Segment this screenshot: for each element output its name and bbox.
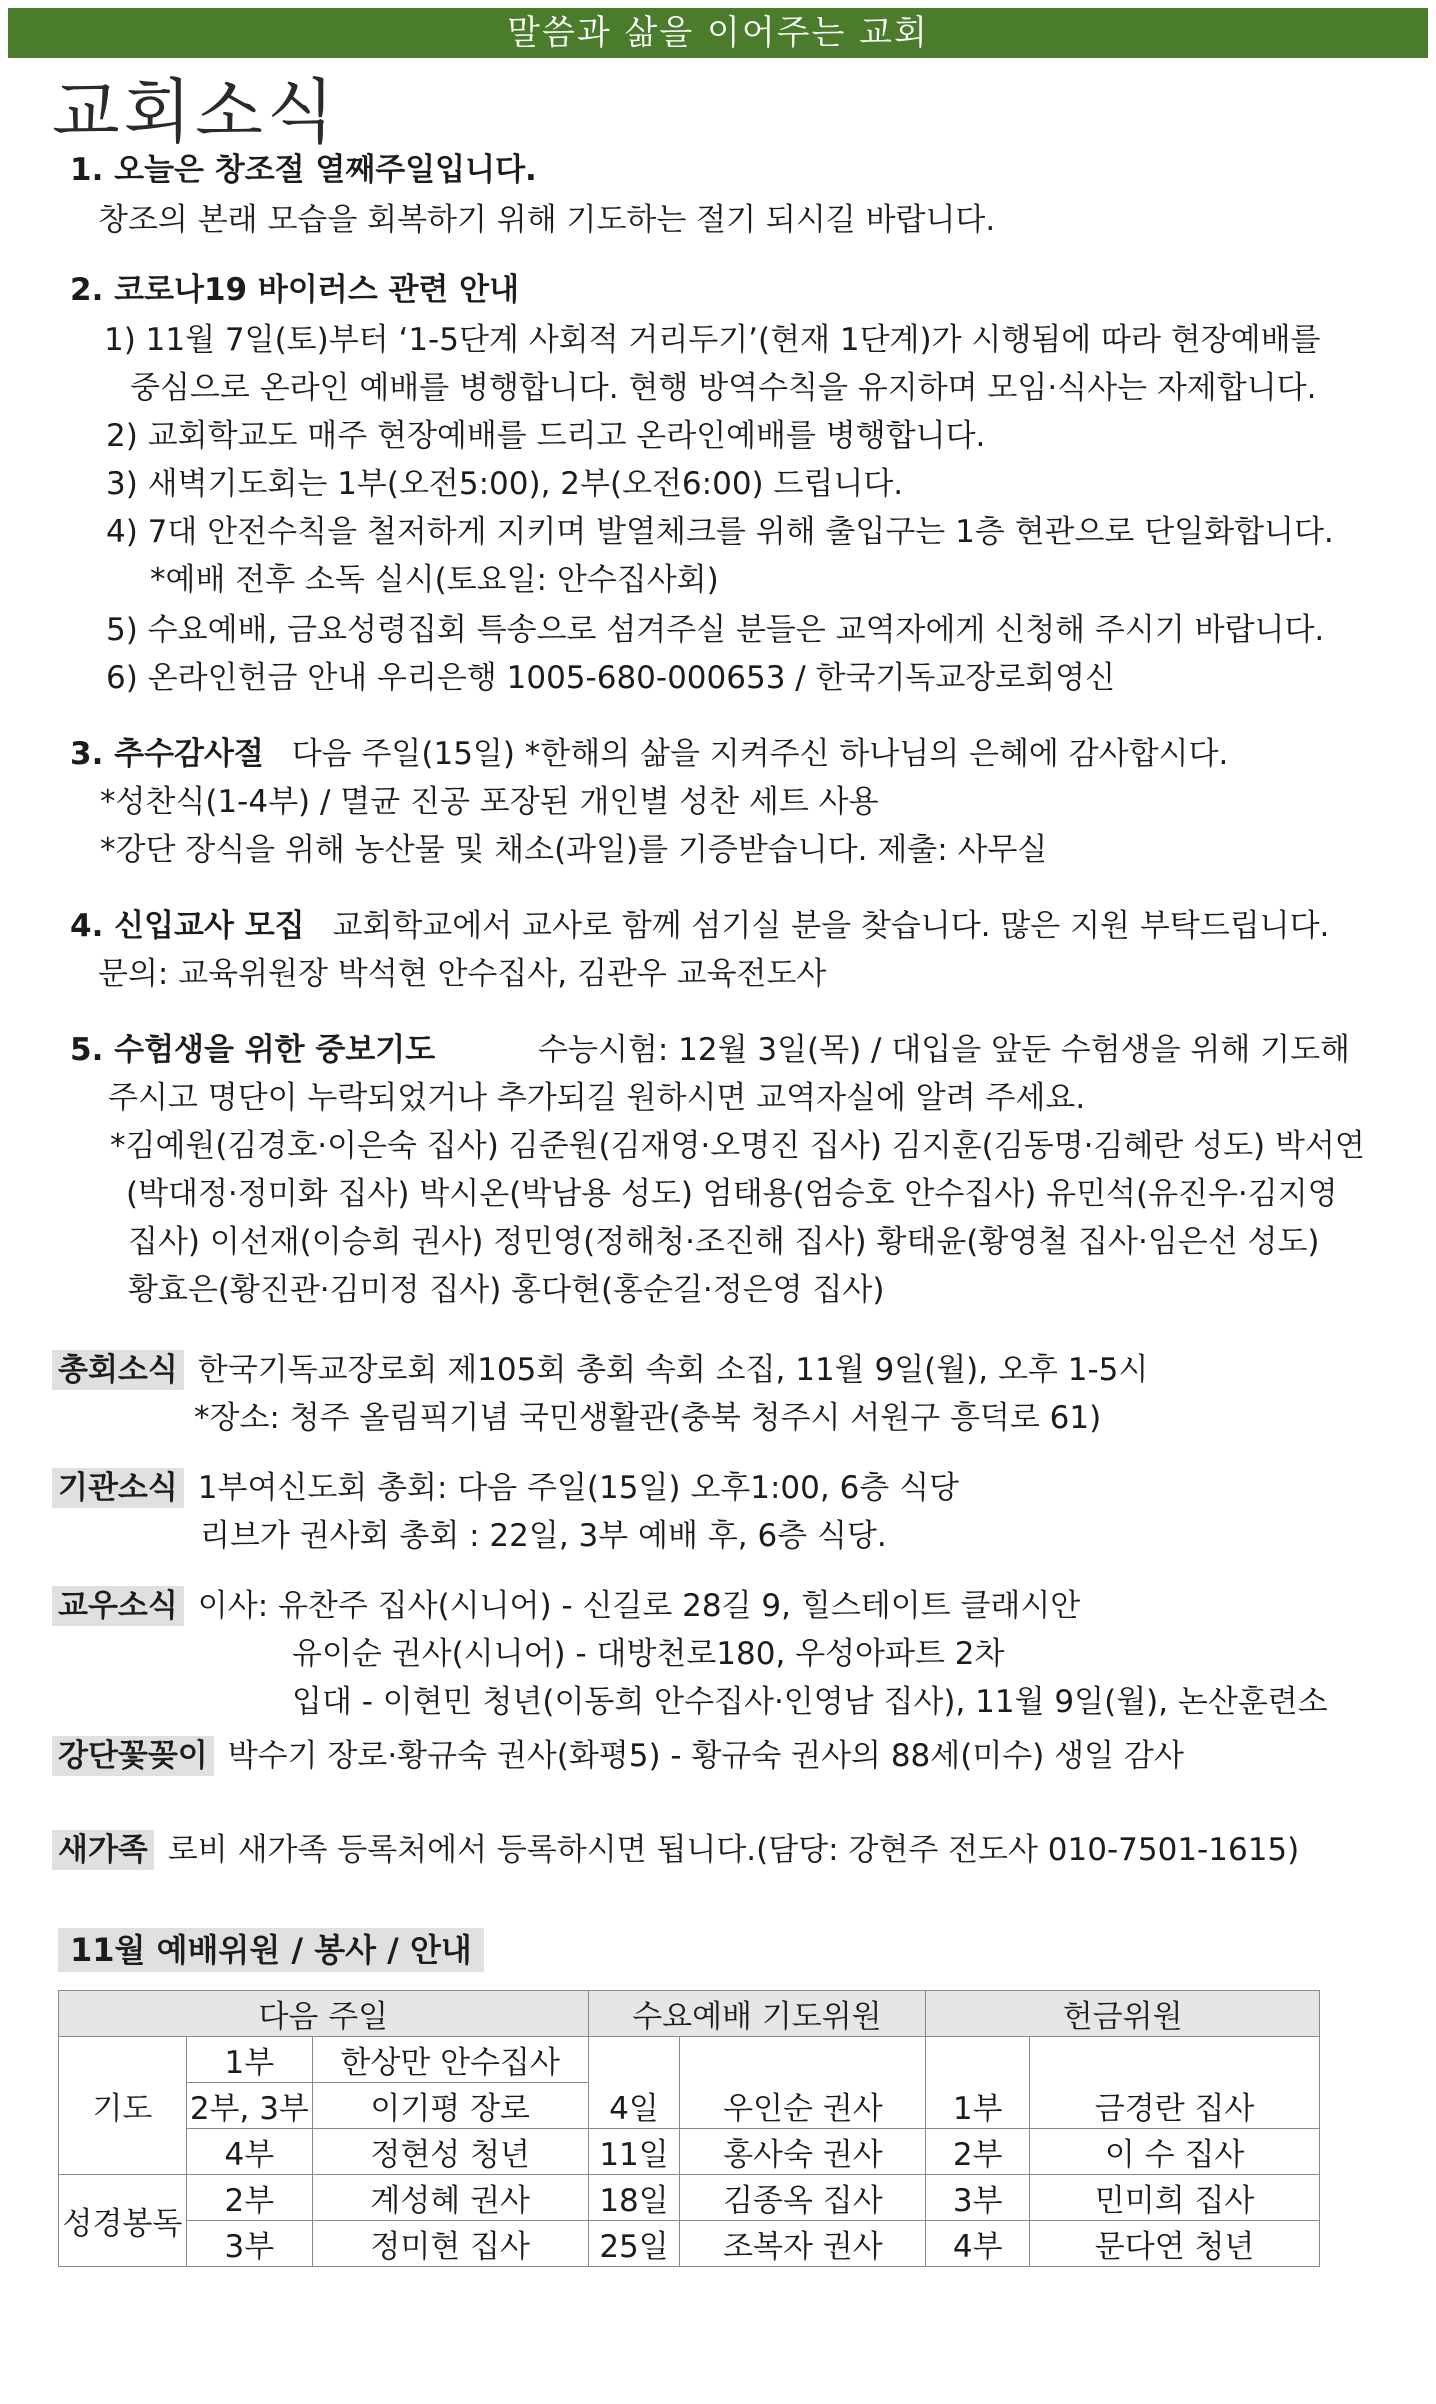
wednesday-person: 조복자 권사 bbox=[680, 2221, 926, 2267]
item2-heading: 2. 코로나19 바이러스 관련 안내 bbox=[70, 272, 520, 308]
news-new-family bbox=[52, 1830, 1299, 1870]
item2-line: 중심으로 온라인 예배를 병행합니다. 현행 방역수칙을 유지하며 모임·식사는 자제합니다. bbox=[130, 370, 1317, 406]
service-section-title: 11월 예배위원 / 봉사 / 안내 bbox=[58, 1928, 484, 1972]
item2-line: *예배 전후 소독 실시(토요일: 안수집사회) bbox=[150, 562, 719, 598]
item3-first-line bbox=[70, 734, 1228, 774]
item4-line: 문의: 교육위원장 박석현 안수집사, 김관우 교육전도사 bbox=[98, 956, 827, 992]
item3-line: *성찬식(1-4부) / 멸균 진공 포장된 개인별 성찬 세트 사용 bbox=[100, 784, 879, 820]
news-members bbox=[52, 1586, 1080, 1626]
item1-line: 창조의 본래 모습을 회복하기 위해 기도하는 절기 되시길 바랍니다. bbox=[98, 202, 996, 238]
table-header-row bbox=[59, 1991, 1320, 2037]
item5-line: (박대정·정미화 집사) 박시온(박남용 성도) 엄태용(엄승호 안수집사) 유민석(유진우·김지영 bbox=[126, 1176, 1338, 1212]
wednesday-person: 김종옥 집사 bbox=[680, 2175, 926, 2221]
item5-line: 주시고 명단이 누락되었거나 추가되길 원하시면 교역자실에 알려 주세요. bbox=[108, 1080, 1086, 1116]
item2-line: 5) 수요예배, 금요성령집회 특송으로 섬겨주실 분들은 교역자에게 신청해 주시기 바랍니다. bbox=[106, 612, 1325, 648]
item2-line: 6) 온라인헌금 안내 우리은행 1005-680-000653 / 한국기독교장로회영신 bbox=[106, 660, 1116, 696]
item4-first-line bbox=[70, 906, 1329, 946]
item5-line: 집사) 이선재(이승희 권사) 정민영(정해청·조진해 집사) 황태윤(황영철 집사·임은선 성도) bbox=[128, 1224, 1320, 1260]
table-row bbox=[59, 2175, 1320, 2221]
sunday-part: 2부, 3부 bbox=[186, 2083, 312, 2129]
item2-line: 1) 11월 7일(토)부터 ‘1-5단계 사회적 거리두기’(현재 1단계)가 시행됨에 따라 현장예배를 bbox=[104, 322, 1321, 358]
sunday-person: 이기평 장로 bbox=[312, 2083, 588, 2129]
sunday-person: 한상만 안수집사 bbox=[312, 2037, 588, 2083]
table-row bbox=[59, 2037, 1320, 2083]
news-organization bbox=[52, 1468, 959, 1508]
offering-person: 문다연 청년 bbox=[1030, 2221, 1320, 2267]
item1-heading: 1. 오늘은 창조절 열째주일입니다. bbox=[70, 152, 537, 188]
wednesday-date: 4일 bbox=[588, 2037, 680, 2129]
item2-line: 4) 7대 안전수칙을 철저하게 지키며 발열체크를 위해 출입구는 1층 현관으로 단일화합니다. bbox=[106, 514, 1334, 550]
news-tag: 총회소식 bbox=[52, 1350, 184, 1390]
item3-line: *강단 장식을 위해 농산물 및 채소(과일)를 기증받습니다. 제출: 사무실 bbox=[100, 832, 1048, 868]
item4-heading: 4. 신입교사 모집 bbox=[70, 908, 305, 944]
table-row bbox=[59, 2221, 1320, 2267]
news-tag: 기관소식 bbox=[52, 1468, 184, 1508]
news-altar-flowers bbox=[52, 1736, 1184, 1776]
news-line: 박수기 장로·황규숙 권사(화평5) - 황규숙 권사의 88세(미수) 생일 감사 bbox=[227, 1738, 1184, 1774]
offering-part: 2부 bbox=[926, 2129, 1030, 2175]
offering-person: 이 수 집사 bbox=[1030, 2129, 1320, 2175]
news-line: 로비 새가족 등록처에서 등록하시면 됩니다.(담당: 강현주 전도사 010-7501-1615) bbox=[167, 1832, 1300, 1868]
offering-part: 1부 bbox=[926, 2037, 1030, 2129]
news-general-assembly bbox=[52, 1350, 1148, 1390]
news-line: *장소: 청주 올림픽기념 국민생활관(충북 청주시 서원구 흥덕로 61) bbox=[194, 1400, 1102, 1436]
sunday-part: 1부 bbox=[186, 2037, 312, 2083]
sunday-person: 정미현 집사 bbox=[312, 2221, 588, 2267]
offering-part: 4부 bbox=[926, 2221, 1030, 2267]
header-offering: 헌금위원 bbox=[926, 1991, 1320, 2037]
table-row bbox=[59, 2129, 1320, 2175]
item5-text: 수능시험: 12월 3일(목) / 대입을 앞둔 수험생을 위해 기도해 bbox=[538, 1032, 1350, 1068]
service-table bbox=[58, 1990, 1320, 2267]
wednesday-date: 25일 bbox=[588, 2221, 680, 2267]
wednesday-date: 18일 bbox=[588, 2175, 680, 2221]
wednesday-person: 홍사숙 권사 bbox=[680, 2129, 926, 2175]
header-next-sunday: 다음 주일 bbox=[59, 1991, 589, 2037]
item2-line: 3) 새벽기도회는 1부(오전5:00), 2부(오전6:00) 드립니다. bbox=[106, 466, 904, 502]
offering-person: 금경란 집사 bbox=[1030, 2037, 1320, 2129]
sunday-part: 2부 bbox=[186, 2175, 312, 2221]
wednesday-date: 11일 bbox=[588, 2129, 680, 2175]
header-wednesday: 수요예배 기도위원 bbox=[588, 1991, 926, 2037]
item3-text: 다음 주일(15일) *한해의 삶을 지켜주신 하나님의 은혜에 감사합시다. bbox=[291, 736, 1229, 772]
prayer-label: 기도 bbox=[59, 2037, 187, 2175]
news-line: 한국기독교장로회 제105회 총회 속회 소집, 11월 9일(월), 오후 1-5시 bbox=[197, 1352, 1149, 1388]
item5-line: *김예원(김경호·이은숙 집사) 김준원(김재영·오명진 집사) 김지훈(김동명·김혜란 성도) 박서연 bbox=[110, 1128, 1365, 1164]
news-tag: 새가족 bbox=[52, 1830, 154, 1870]
item2-line: 2) 교회학교도 매주 현장예배를 드리고 온라인예배를 병행합니다. bbox=[106, 418, 986, 454]
item3-heading: 3. 추수감사절 bbox=[70, 736, 264, 772]
reading-label: 성경봉독 bbox=[59, 2175, 187, 2267]
news-line: 유이순 권사(시니어) - 대방천로180, 우성아파트 2차 bbox=[292, 1636, 1005, 1672]
item5-line: 황효은(황진관·김미정 집사) 홍다현(홍순길·정은영 집사) bbox=[128, 1272, 885, 1308]
item4-text: 교회학교에서 교사로 함께 섬기실 분을 찾습니다. 많은 지원 부탁드립니다. bbox=[332, 908, 1330, 944]
page-title: 교회소식 bbox=[52, 71, 339, 153]
wednesday-person: 우인순 권사 bbox=[680, 2037, 926, 2129]
offering-part: 3부 bbox=[926, 2175, 1030, 2221]
item5-heading: 5. 수험생을 위한 중보기도 bbox=[70, 1032, 436, 1068]
church-motto-banner: 말씀과 삶을 이어주는 교회 bbox=[8, 8, 1428, 58]
sunday-person: 정현성 청년 bbox=[312, 2129, 588, 2175]
sunday-person: 계성혜 권사 bbox=[312, 2175, 588, 2221]
news-line: 이사: 유찬주 집사(시니어) - 신길로 28길 9, 힐스테이트 클래시안 bbox=[197, 1588, 1081, 1624]
news-line: 입대 - 이현민 청년(이동희 안수집사·인영남 집사), 11월 9일(월), 논산훈련소 bbox=[292, 1684, 1328, 1720]
news-tag: 강단꽃꽂이 bbox=[52, 1736, 214, 1776]
news-line: 1부여신도회 총회: 다음 주일(15일) 오후1:00, 6층 식당 bbox=[197, 1470, 959, 1506]
news-line: 리브가 권사회 총회 : 22일, 3부 예배 후, 6층 식당. bbox=[200, 1518, 887, 1554]
sunday-part: 4부 bbox=[186, 2129, 312, 2175]
item5-first-line bbox=[70, 1030, 1350, 1070]
news-tag: 교우소식 bbox=[52, 1586, 184, 1626]
sunday-part: 3부 bbox=[186, 2221, 312, 2267]
offering-person: 민미희 집사 bbox=[1030, 2175, 1320, 2221]
